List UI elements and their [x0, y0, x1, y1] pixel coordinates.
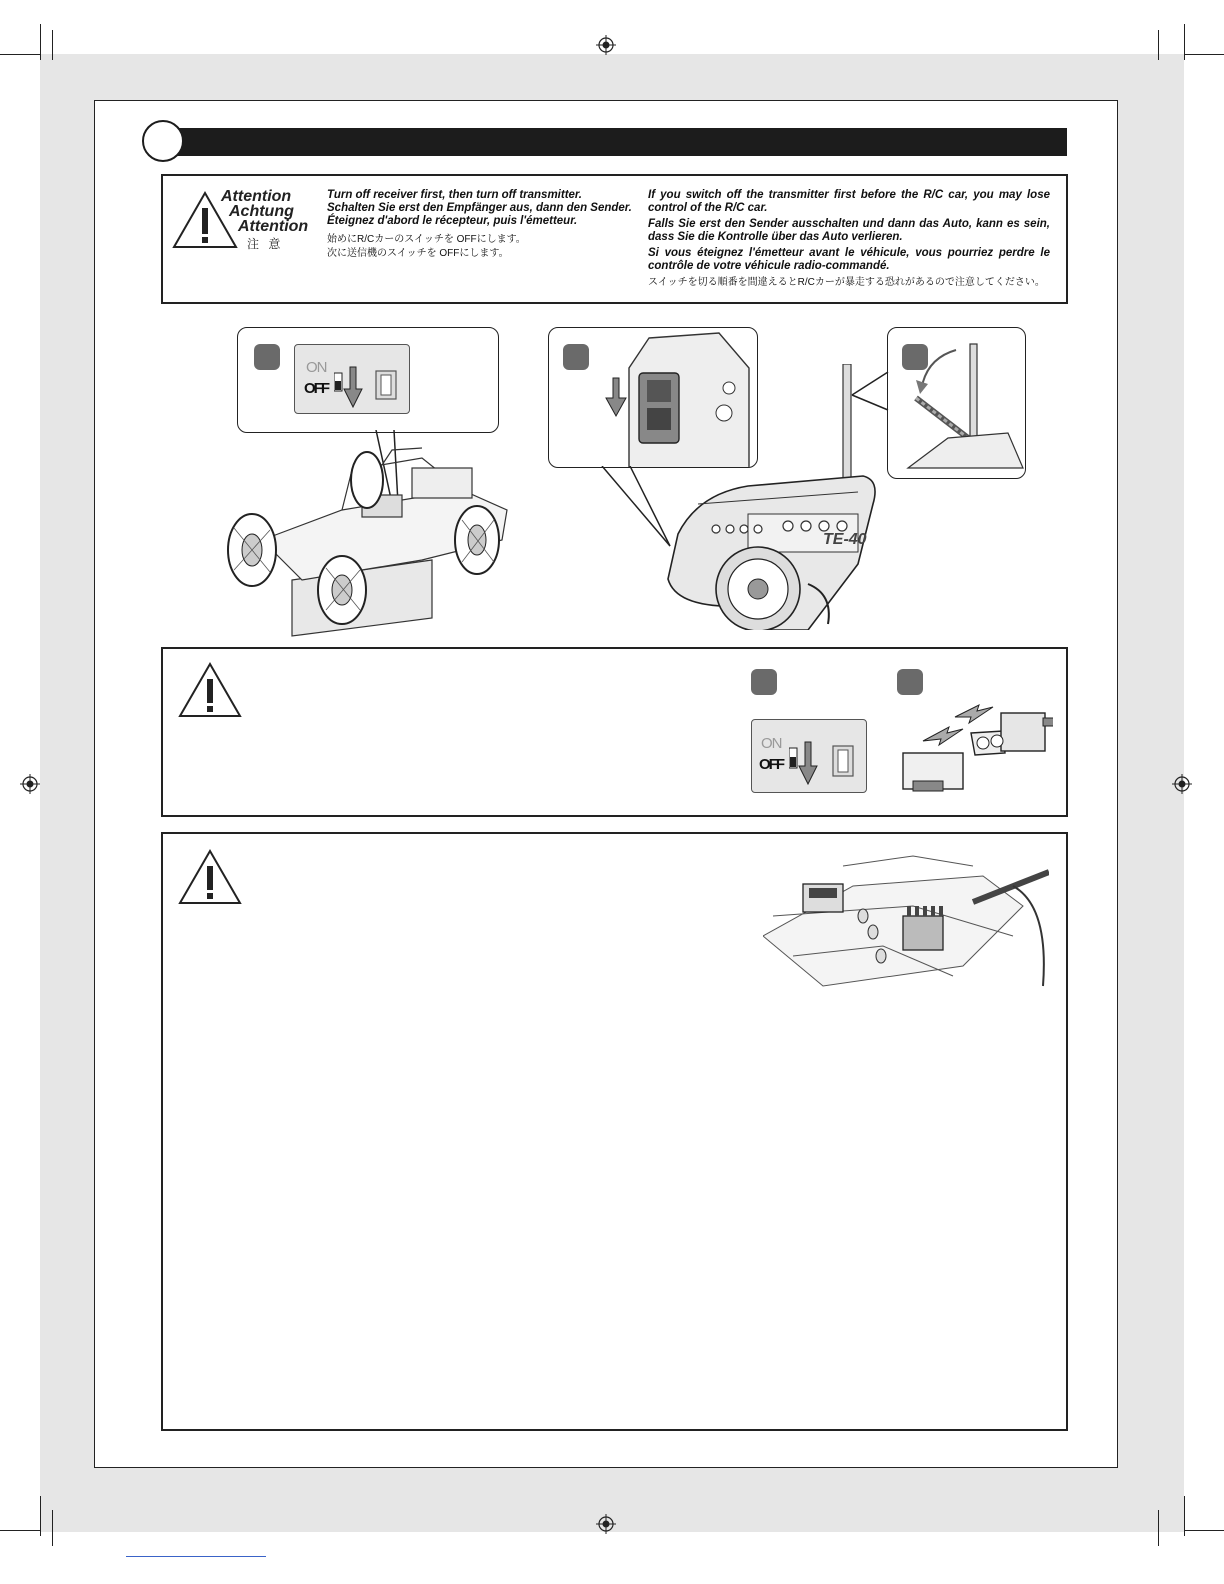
battery-connector-illustration — [893, 693, 1053, 803]
crop-mark — [1158, 1510, 1159, 1546]
switch-off-label: OFF — [304, 380, 328, 397]
crop-mark — [52, 1510, 53, 1546]
warning-fr: Si vous éteignez l'émetteur avant le véhicule, vous pourriez perdre le contrôle de votre véhicule radio-commandé. — [648, 247, 1050, 272]
power-switch-illustration — [294, 344, 410, 414]
crop-mark — [0, 1530, 40, 1531]
rc-car-chassis-illustration — [222, 440, 522, 640]
receiver-chassis-illustration — [763, 846, 1049, 996]
caution-box-receiver — [161, 832, 1068, 1431]
attention-title-de: Achtung — [229, 203, 294, 220]
crop-mark — [1184, 54, 1224, 55]
step-badge — [254, 344, 280, 370]
instruction-jp-1: 始めにR/Cカーのスイッチを OFFにします。 — [327, 234, 526, 245]
switch-graphics — [789, 740, 861, 790]
warning-de: Falls Sie erst den Sender ausschalten und dann das Auto, kann es sein, dass Sie die Kontrolle über das Auto verlieren. — [648, 218, 1050, 243]
callout-receiver-switch — [237, 327, 499, 433]
step-badge — [751, 669, 777, 695]
transmitter-brand-label: TE-40 — [823, 531, 867, 548]
attention-box — [161, 174, 1068, 304]
crop-mark — [40, 24, 41, 60]
instruction-fr: Éteignez d'abord le récepteur, puis l'émetteur. — [327, 215, 578, 227]
crop-mark — [0, 54, 40, 55]
instruction-jp-2: 次に送信機のスイッチを OFFにします。 — [327, 248, 509, 259]
antenna-fold-illustration — [898, 328, 1027, 478]
callout-pointer — [850, 370, 890, 420]
switch-on-label: ON — [761, 735, 782, 752]
registration-mark-icon — [596, 1514, 616, 1534]
instructions-column — [327, 189, 637, 261]
switch-on-label: ON — [306, 359, 327, 376]
instruction-de: Schalten Sie erst den Empfänger aus, dann den Sender. — [327, 202, 632, 214]
registration-mark-icon — [1172, 774, 1192, 794]
attention-title-jp: 注 意 — [247, 237, 284, 251]
crop-mark — [1184, 1496, 1185, 1536]
crop-mark — [40, 1496, 41, 1536]
step-badge — [563, 344, 589, 370]
crop-mark — [1158, 30, 1159, 60]
step-badge — [897, 669, 923, 695]
registration-mark-icon — [20, 774, 40, 794]
power-switch-illustration — [751, 719, 867, 793]
section-header-bar — [162, 128, 1067, 156]
crop-mark — [1184, 24, 1185, 60]
step-number-circle — [142, 120, 184, 162]
bottom-link-underline — [126, 1556, 266, 1557]
crop-mark — [52, 30, 53, 60]
caution-box-battery — [161, 647, 1068, 817]
registration-mark-icon — [596, 35, 616, 55]
switch-off-label: OFF — [759, 756, 783, 773]
crop-mark — [1184, 1530, 1224, 1531]
switch-graphics — [334, 365, 404, 411]
attention-title-fr: Attention — [238, 218, 309, 235]
warning-column — [648, 189, 1050, 293]
instruction-en: Turn off receiver first, then turn off transmitter. — [327, 189, 582, 201]
warning-jp: スイッチを切る順番を間違えるとR/Cカーが暴走する恐れがあるので注意してください。 — [648, 277, 1045, 288]
warning-triangle-icon — [177, 661, 243, 719]
warning-en: If you switch off the transmitter first before the R/C car, you may lose control of the R/C car. — [648, 189, 1050, 214]
warning-triangle-icon — [177, 848, 243, 906]
attention-title-en: Attention — [221, 188, 292, 205]
callout-antenna — [887, 327, 1026, 479]
